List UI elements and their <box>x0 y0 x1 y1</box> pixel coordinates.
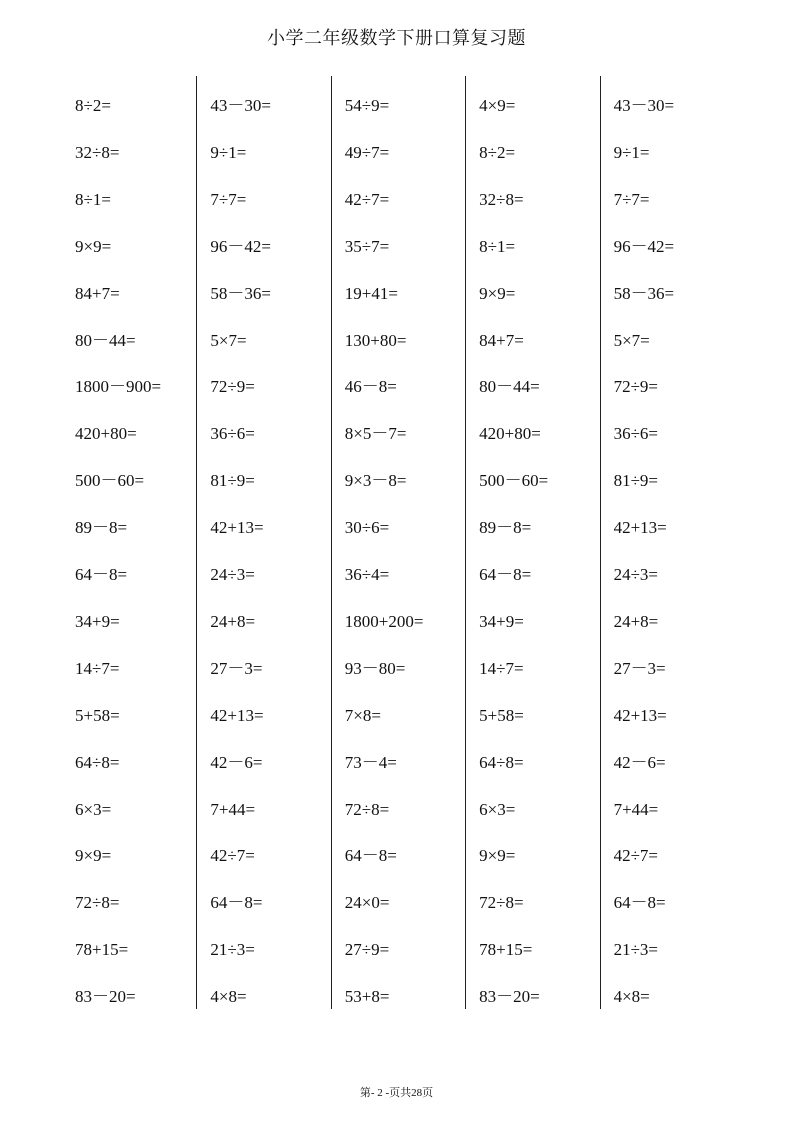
arithmetic-problem: 1800－900= <box>75 377 162 397</box>
arithmetic-problem: 9×9= <box>75 846 112 866</box>
arithmetic-problem: 9×3－8= <box>344 471 407 491</box>
arithmetic-problem: 64－8= <box>613 893 666 913</box>
arithmetic-problem: 130+80= <box>344 330 407 350</box>
arithmetic-problem: 8÷2= <box>479 142 516 162</box>
problem-grid <box>62 76 734 1009</box>
arithmetic-problem: 8÷2= <box>75 96 111 115</box>
arithmetic-problem: 24+8= <box>613 611 659 631</box>
arithmetic-problem: 89－8= <box>479 518 532 538</box>
arithmetic-problem: 64÷8= <box>75 752 120 772</box>
arithmetic-problem: 5+58= <box>479 705 524 725</box>
problem-column-5 <box>600 76 734 1009</box>
arithmetic-problem: 58－36= <box>613 283 675 303</box>
arithmetic-problem: 42+13= <box>210 705 264 725</box>
arithmetic-problem: 4×9= <box>479 96 516 115</box>
arithmetic-problem: 1800+200= <box>344 611 424 631</box>
arithmetic-problem: 73－4= <box>344 752 397 772</box>
arithmetic-problem: 64－8= <box>479 565 532 584</box>
arithmetic-problem: 81÷9= <box>210 471 255 491</box>
arithmetic-problem: 30÷6= <box>344 518 390 538</box>
arithmetic-problem: 21÷3= <box>210 940 255 960</box>
arithmetic-problem: 42÷7= <box>613 846 658 866</box>
arithmetic-problem: 19+41= <box>344 283 398 303</box>
arithmetic-problem: 64÷8= <box>479 752 524 772</box>
arithmetic-problem: 83－20= <box>75 987 136 1007</box>
problem-column-1 <box>62 76 196 1009</box>
arithmetic-problem: 42－6= <box>210 752 263 772</box>
arithmetic-problem: 4×8= <box>613 987 650 1007</box>
arithmetic-problem: 83－20= <box>479 987 540 1007</box>
arithmetic-problem: 14÷7= <box>75 658 120 678</box>
arithmetic-problem: 78+15= <box>75 940 129 960</box>
arithmetic-problem: 6×3= <box>479 799 516 819</box>
arithmetic-problem: 46－8= <box>344 377 397 397</box>
arithmetic-problem: 64－8= <box>344 846 397 866</box>
arithmetic-problem: 24÷3= <box>210 565 255 584</box>
arithmetic-problem: 24÷3= <box>613 565 658 584</box>
arithmetic-problem: 81÷9= <box>613 471 658 491</box>
arithmetic-problem: 34+9= <box>75 611 120 631</box>
arithmetic-problem: 21÷3= <box>613 940 658 960</box>
arithmetic-problem: 36÷4= <box>344 565 390 584</box>
arithmetic-problem: 42+13= <box>210 518 264 538</box>
arithmetic-problem: 27－3= <box>613 658 666 678</box>
arithmetic-problem: 5×7= <box>613 330 650 350</box>
arithmetic-problem: 93－80= <box>344 658 406 678</box>
arithmetic-problem: 24+8= <box>210 611 256 631</box>
arithmetic-problem: 9×9= <box>479 283 516 303</box>
arithmetic-problem: 42÷7= <box>344 189 390 209</box>
arithmetic-problem: 72÷9= <box>613 377 658 397</box>
arithmetic-problem: 24×0= <box>344 893 390 913</box>
arithmetic-problem: 36÷6= <box>210 424 255 444</box>
arithmetic-problem: 5×7= <box>210 330 247 350</box>
arithmetic-problem: 96－42= <box>613 236 675 256</box>
arithmetic-problem: 8×5－7= <box>344 424 407 444</box>
arithmetic-problem: 78+15= <box>479 940 533 960</box>
arithmetic-problem: 72÷8= <box>75 893 120 913</box>
arithmetic-problem: 42+13= <box>613 518 667 538</box>
arithmetic-problem: 7÷7= <box>613 189 650 209</box>
arithmetic-problem: 5+58= <box>75 705 120 725</box>
arithmetic-problem: 420+80= <box>75 424 137 444</box>
arithmetic-problem: 9÷1= <box>210 142 247 162</box>
arithmetic-problem: 6×3= <box>75 799 112 819</box>
arithmetic-problem: 8÷1= <box>75 189 111 209</box>
arithmetic-problem: 43－30= <box>210 96 271 115</box>
arithmetic-problem: 72÷8= <box>479 893 524 913</box>
arithmetic-problem: 4×8= <box>210 987 247 1007</box>
arithmetic-problem: 27－3= <box>210 658 263 678</box>
arithmetic-problem: 9÷1= <box>613 142 650 162</box>
arithmetic-problem: 42÷7= <box>210 846 255 866</box>
arithmetic-problem: 58－36= <box>210 283 271 303</box>
arithmetic-problem: 84+7= <box>479 330 524 350</box>
arithmetic-problem: 34+9= <box>479 611 524 631</box>
arithmetic-problem: 54÷9= <box>344 96 390 115</box>
arithmetic-problem: 7÷7= <box>210 189 247 209</box>
arithmetic-problem: 35÷7= <box>344 236 390 256</box>
arithmetic-problem: 420+80= <box>479 424 541 444</box>
arithmetic-problem: 72÷9= <box>210 377 255 397</box>
page-title: 小学二年级数学下册口算复习题 <box>267 28 526 48</box>
arithmetic-problem: 500－60= <box>479 471 549 491</box>
problem-column-2 <box>196 76 330 1009</box>
arithmetic-problem: 9×9= <box>479 846 516 866</box>
arithmetic-problem: 32÷8= <box>479 189 524 209</box>
arithmetic-problem: 27÷9= <box>344 940 390 960</box>
arithmetic-problem: 84+7= <box>75 283 120 303</box>
arithmetic-problem: 8÷1= <box>479 236 516 256</box>
arithmetic-problem: 80－44= <box>479 377 540 397</box>
arithmetic-problem: 7+44= <box>613 799 659 819</box>
arithmetic-problem: 36÷6= <box>613 424 658 444</box>
arithmetic-problem: 9×9= <box>75 236 112 256</box>
problem-column-4 <box>465 76 599 1009</box>
problem-column-3 <box>331 76 465 1009</box>
arithmetic-problem: 14÷7= <box>479 658 524 678</box>
arithmetic-problem: 53+8= <box>344 987 390 1007</box>
arithmetic-problem: 64－8= <box>75 565 128 584</box>
page-footer: 第- 2 -页共28页 <box>359 1087 434 1099</box>
arithmetic-problem: 43－30= <box>613 96 675 115</box>
arithmetic-problem: 7×8= <box>344 705 381 725</box>
arithmetic-problem: 42－6= <box>613 752 666 772</box>
arithmetic-problem: 89－8= <box>75 518 128 538</box>
arithmetic-problem: 7+44= <box>210 799 256 819</box>
arithmetic-problem: 32÷8= <box>75 142 120 162</box>
arithmetic-problem: 49÷7= <box>344 142 390 162</box>
arithmetic-problem: 80－44= <box>75 330 136 350</box>
arithmetic-problem: 96－42= <box>210 236 271 256</box>
arithmetic-problem: 500－60= <box>75 471 145 491</box>
arithmetic-problem: 72÷8= <box>344 799 390 819</box>
arithmetic-problem: 64－8= <box>210 893 263 913</box>
arithmetic-problem: 42+13= <box>613 705 667 725</box>
